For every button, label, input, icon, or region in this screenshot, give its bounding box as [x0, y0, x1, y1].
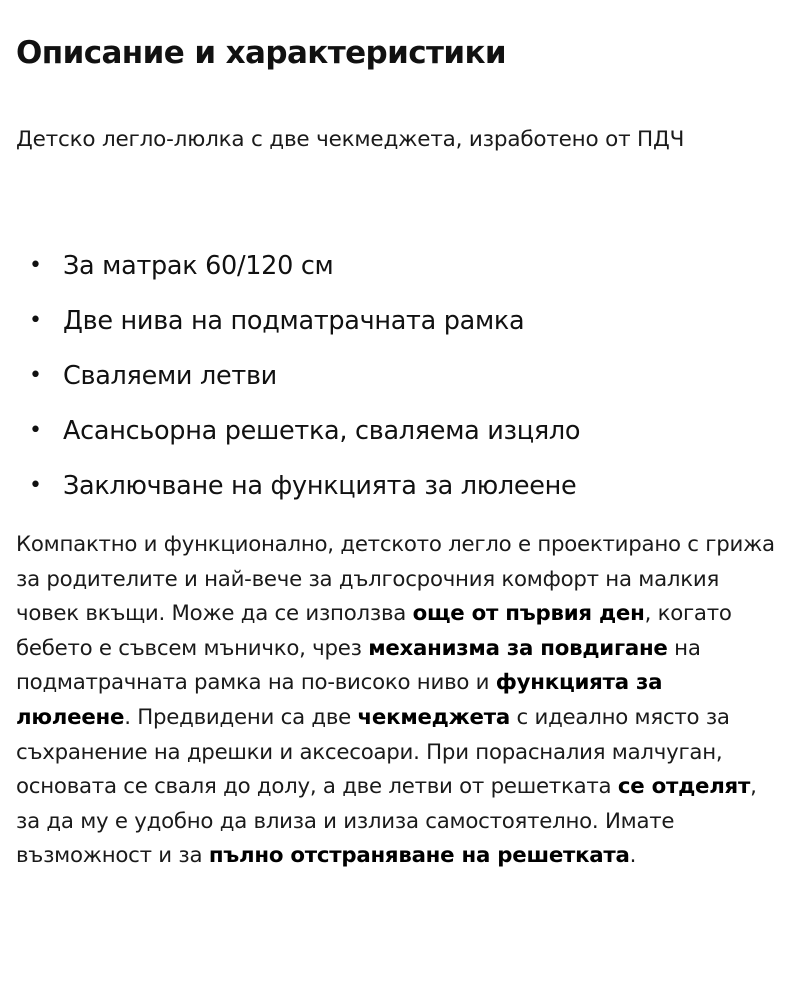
feature-text: Сваляеми летви	[63, 361, 277, 391]
feature-text: Заключване на функцията за люлеене	[63, 471, 577, 501]
description-paragraph	[16, 528, 781, 874]
feature-item	[0, 297, 580, 352]
description-emphasis: още от първия ден	[412, 601, 645, 627]
description-text: , когато бебето е съвсем мъничко, чрез	[16, 601, 732, 661]
bullet-icon: •	[29, 308, 42, 333]
feature-text: За матрак 60/120 см	[63, 251, 334, 281]
feature-item	[0, 352, 580, 407]
description-emphasis: се отделят	[617, 774, 751, 800]
bullet-icon: •	[29, 253, 42, 278]
intro-text: Детско легло-люлка с две чекмеджета, изработено от ПДЧ	[16, 127, 685, 152]
feature-item	[0, 242, 580, 297]
description-emphasis: пълно отстраняване на решетката	[208, 843, 630, 869]
description-text: на подматрачната рамка на по-високо ниво и	[16, 635, 701, 696]
description-text: с идеално място за съхранение на дрешки и аксесоари. При порасналия малчуган, основата се сваля до долу, а две летви от решетката	[16, 704, 730, 800]
bullet-icon: •	[29, 363, 42, 388]
section-title: Описание и характеристики	[16, 35, 507, 71]
features-list	[0, 242, 580, 517]
description-text: .	[629, 843, 637, 869]
description-text: Компактно и функционално, детското легло е проектирано с грижа за родителите и най-вече за дългосрочния комфорт на малкия човек вкъщи. Може да се използва	[16, 532, 775, 627]
description-text: . Предвидени са две	[124, 704, 358, 730]
feature-text: Асансьорна решетка, сваляема изцяло	[63, 416, 581, 446]
description-emphasis: механизма за повдигане	[368, 635, 668, 661]
description-emphasis: чекмеджета	[357, 704, 510, 730]
feature-item	[0, 462, 580, 517]
description-emphasis: функцията за люлеене	[16, 670, 663, 730]
feature-text: Две нива на подматрачната рамка	[63, 306, 525, 336]
bullet-icon: •	[29, 473, 42, 498]
bullet-icon: •	[29, 418, 42, 443]
description-text: , за да му е удобно да влиза и излиза самостоятелно. Имате възможност и за	[16, 774, 757, 869]
feature-item	[0, 407, 580, 462]
